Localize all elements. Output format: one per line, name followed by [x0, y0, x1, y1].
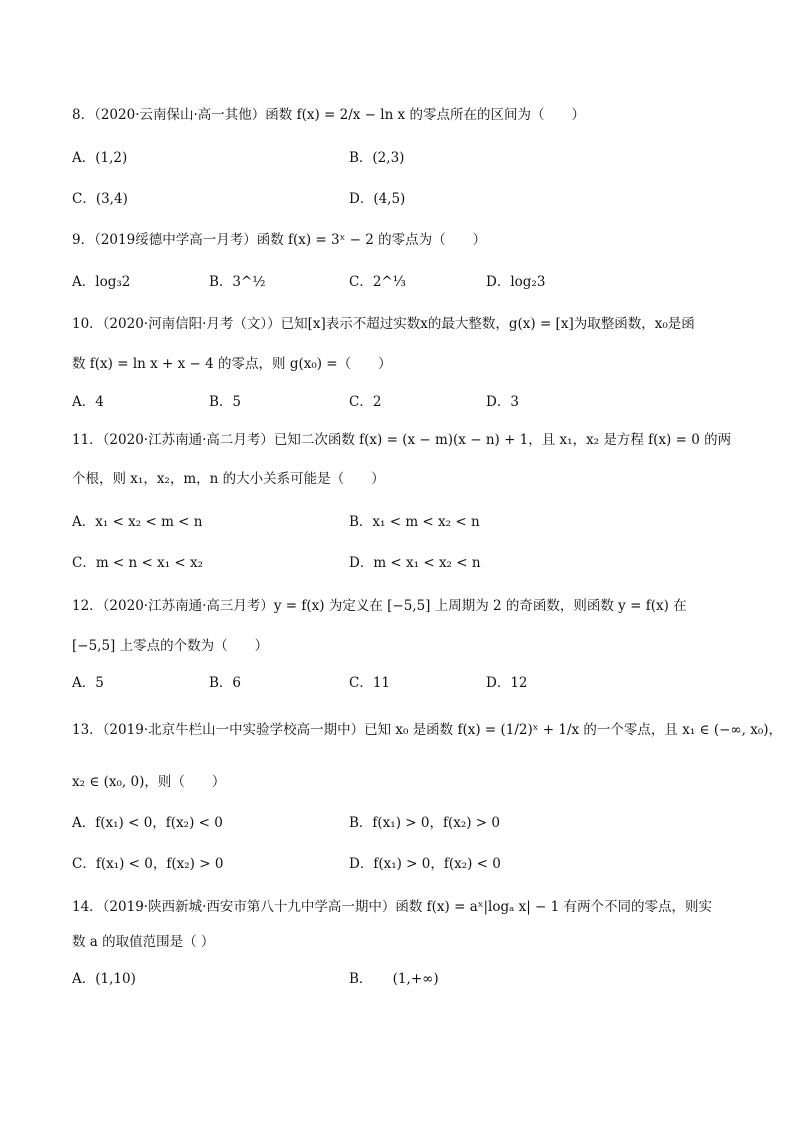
- question-8-option-c: C．(3,4): [72, 191, 128, 207]
- question-9-option-d: D．log₂3: [486, 274, 546, 290]
- question-11-option-c: C．m < n < x₁ < x₂: [72, 555, 204, 571]
- question-11-stem-line-2: 个根，则 x₁，x₂，m，n 的大小关系可能是（ ）: [72, 471, 385, 487]
- question-8-stem: 8．（2020·云南保山·高一其他）函数 f(x) = 2/x − ln x 的零点所在的区间为（ ）: [72, 107, 585, 123]
- question-8-option-a: A．(1,2): [72, 150, 128, 166]
- question-10-option-c: C．2: [349, 394, 382, 410]
- question-12-option-a: A．5: [72, 675, 104, 691]
- question-14-option-b: B． (1,+∞): [349, 971, 439, 987]
- question-10-stem-line-2: 数 f(x) = ln x + x − 4 的零点，则 g(x₀) =（ ）: [72, 356, 392, 372]
- question-12-stem-line-2: [−5,5] 上零点的个数为（ ）: [72, 638, 269, 654]
- question-12-option-b: B．6: [209, 675, 242, 691]
- question-10-option-b: B．5: [209, 394, 242, 410]
- question-12-option-d: D．12: [486, 675, 528, 691]
- question-11-option-a: A．x₁ < x₂ < m < n: [72, 514, 203, 530]
- question-14-stem-line-2: 数 a 的取值范围是（ ）: [72, 934, 215, 950]
- question-9-stem: 9．（2019绥德中学高一月考）函数 f(x) = 3ˣ − 2 的零点为（ ）: [72, 232, 487, 248]
- question-9-option-b: B．3^½: [209, 274, 266, 290]
- question-10-option-d: D．3: [486, 394, 519, 410]
- question-11-option-b: B．x₁ < m < x₂ < n: [349, 514, 480, 530]
- question-9-option-c: C．2^⅓: [349, 274, 406, 290]
- question-11-stem-line-1: 11．（2020·江苏南通·高二月考）已知二次函数 f(x) = (x − m)(x − n) + 1，且 x₁，x₂ 是方程 f(x) = 0 的两: [72, 432, 732, 448]
- question-8-option-b: B．(2,3): [349, 150, 405, 166]
- question-11-option-d: D．m < x₁ < x₂ < n: [349, 555, 481, 571]
- question-14-stem-line-1: 14．（2019·陕西新城·西安市第八十九中学高一期中）函数 f(x) = aˣ|logₐ x| − 1 有两个不同的零点，则实: [72, 899, 713, 915]
- question-14-option-a: A．(1,10): [72, 971, 136, 987]
- question-13-option-d: D．f(x₁) > 0，f(x₂) < 0: [349, 856, 501, 872]
- question-12-stem-line-1: 12．（2020·江苏南通·高三月考）y = f(x) 为定义在 [−5,5] 上周期为 2 的奇函数，则函数 y = f(x) 在: [72, 598, 687, 614]
- question-10-stem-line-1: 10．（2020·河南信阳·月考（文））已知[x]表示不超过实数x的最大整数，g(x) = [x]为取整函数，x₀是函: [72, 316, 695, 332]
- question-9-option-a: A．log₃2: [72, 274, 131, 290]
- question-13-stem-line-2: x₂ ∈ (x₀, 0)，则（ ）: [72, 774, 226, 790]
- question-13-option-b: B．f(x₁) > 0，f(x₂) > 0: [349, 815, 500, 831]
- question-13-stem-line-1: 13．（2019·北京牛栏山一中实验学校高一期中）已知 x₀ 是函数 f(x) = (1/2)ˣ + 1/x 的一个零点，且 x₁ ∈ (−∞, x₀)，: [72, 722, 783, 738]
- question-12-option-c: C．11: [349, 675, 391, 691]
- question-8-option-d: D．(4,5): [349, 191, 406, 207]
- question-13-option-a: A．f(x₁) < 0，f(x₂) < 0: [72, 815, 223, 831]
- question-13-option-c: C．f(x₁) < 0，f(x₂) > 0: [72, 856, 224, 872]
- question-10-option-a: A．4: [72, 394, 104, 410]
